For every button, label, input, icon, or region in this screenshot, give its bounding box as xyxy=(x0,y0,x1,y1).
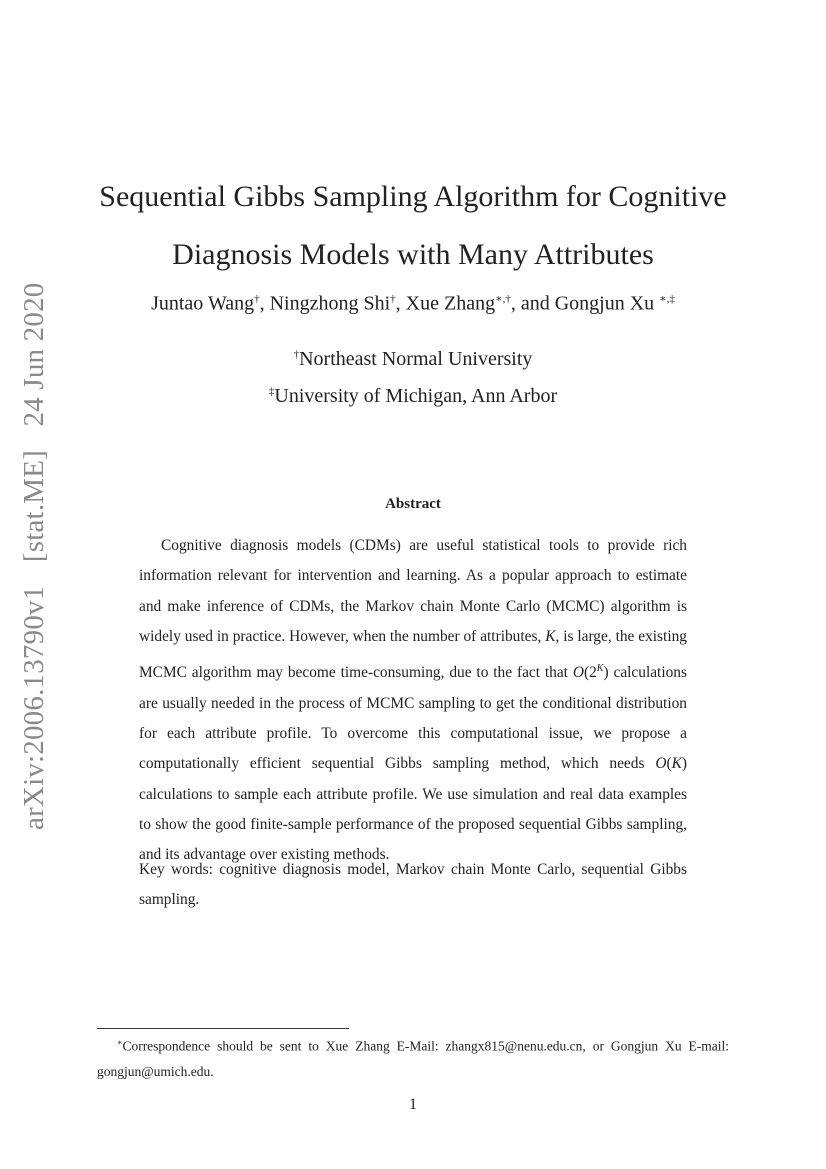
title-line-2: Diagnosis Models with Many Attributes xyxy=(172,238,654,271)
math-text: ) xyxy=(603,664,609,682)
abstract-body xyxy=(139,531,687,870)
arxiv-category: [stat.ME] xyxy=(18,449,50,563)
arxiv-date: 24 Jun 2020 xyxy=(18,282,50,427)
author-separator: , xyxy=(395,292,406,315)
affiliation-1 xyxy=(0,348,826,371)
footnote-text: Correspondence should be sent to Xue Zhang E-Mail: zhangx815@nenu.edu.cn, or Gongjun Xu E-mail: gongjun@umich.edu. xyxy=(97,1038,729,1079)
footnote-rule xyxy=(97,1028,349,1029)
author-name: Ningzhong Shi xyxy=(269,292,391,315)
affiliation-mark: † xyxy=(293,348,300,361)
abstract-text: calculations are usually needed in the process of MCMC sampling to get the conditional distribution for each attribute profile. To overcome this computational issue, we propose a computationally efficient sequential Gibbs sampling method, which needs xyxy=(139,664,687,773)
author-list xyxy=(0,292,826,316)
affiliation-mark: ‡ xyxy=(268,385,275,398)
author-mark: ∗,‡ xyxy=(659,293,675,305)
math-o: O xyxy=(655,755,667,773)
footnote-mark: ∗ xyxy=(117,1038,123,1047)
math-k: K xyxy=(545,627,556,645)
affiliation-2 xyxy=(0,385,826,408)
math-sup-k: K xyxy=(596,663,604,675)
footnote xyxy=(97,1030,729,1084)
page-number: 1 xyxy=(409,1096,417,1113)
author-separator: , and xyxy=(510,292,555,315)
author-name: Gongjun Xu xyxy=(554,292,660,315)
abstract-paragraph xyxy=(139,531,687,870)
author-name: Juntao Wang xyxy=(151,292,255,315)
author-mark: † xyxy=(390,293,396,305)
title-line-1: Sequential Gibbs Sampling Algorithm for Cognitive xyxy=(99,180,727,213)
abstract-text: calculations to sample each attribute profile. We use simulation and real data examples to show the good finite-sample performance of the proposed sequential Gibbs sampling, and its advantage over existing methods. xyxy=(139,785,687,864)
paper-title xyxy=(0,168,826,284)
math-text: ) xyxy=(681,755,687,773)
keywords: Key words: cognitive diagnosis model, Markov chain Monte Carlo, sequential Gibbs sampling. xyxy=(139,861,687,909)
author-separator: , xyxy=(259,292,270,315)
abstract-text: Cognitive diagnosis models (CDMs) are useful statistical tools to provide rich information relevant for intervention and learning. As a popular approach to estimate and make inference of CDMs, the Markov chain Monte Carlo (MCMC) algorithm is widely used in practice. However, when the number of attributes, xyxy=(139,537,687,645)
author-name: Xue Zhang xyxy=(405,292,496,315)
author-mark: ∗,† xyxy=(495,293,511,305)
math-text: (2 xyxy=(583,664,597,682)
math-text: ( xyxy=(666,755,672,773)
arxiv-id: arXiv:2006.13790v1 xyxy=(18,585,50,830)
author-mark: † xyxy=(254,293,260,305)
abstract-text: , is large, the existing MCMC algorithm may become time-consuming, due to the fact that xyxy=(139,627,687,682)
affiliation-name: University of Michigan, Ann Arbor xyxy=(274,385,558,407)
math-k: K xyxy=(671,755,682,773)
math-o: O xyxy=(572,664,584,682)
abstract-heading: Abstract xyxy=(385,496,441,512)
affiliation-name: Northeast Normal University xyxy=(299,348,533,370)
